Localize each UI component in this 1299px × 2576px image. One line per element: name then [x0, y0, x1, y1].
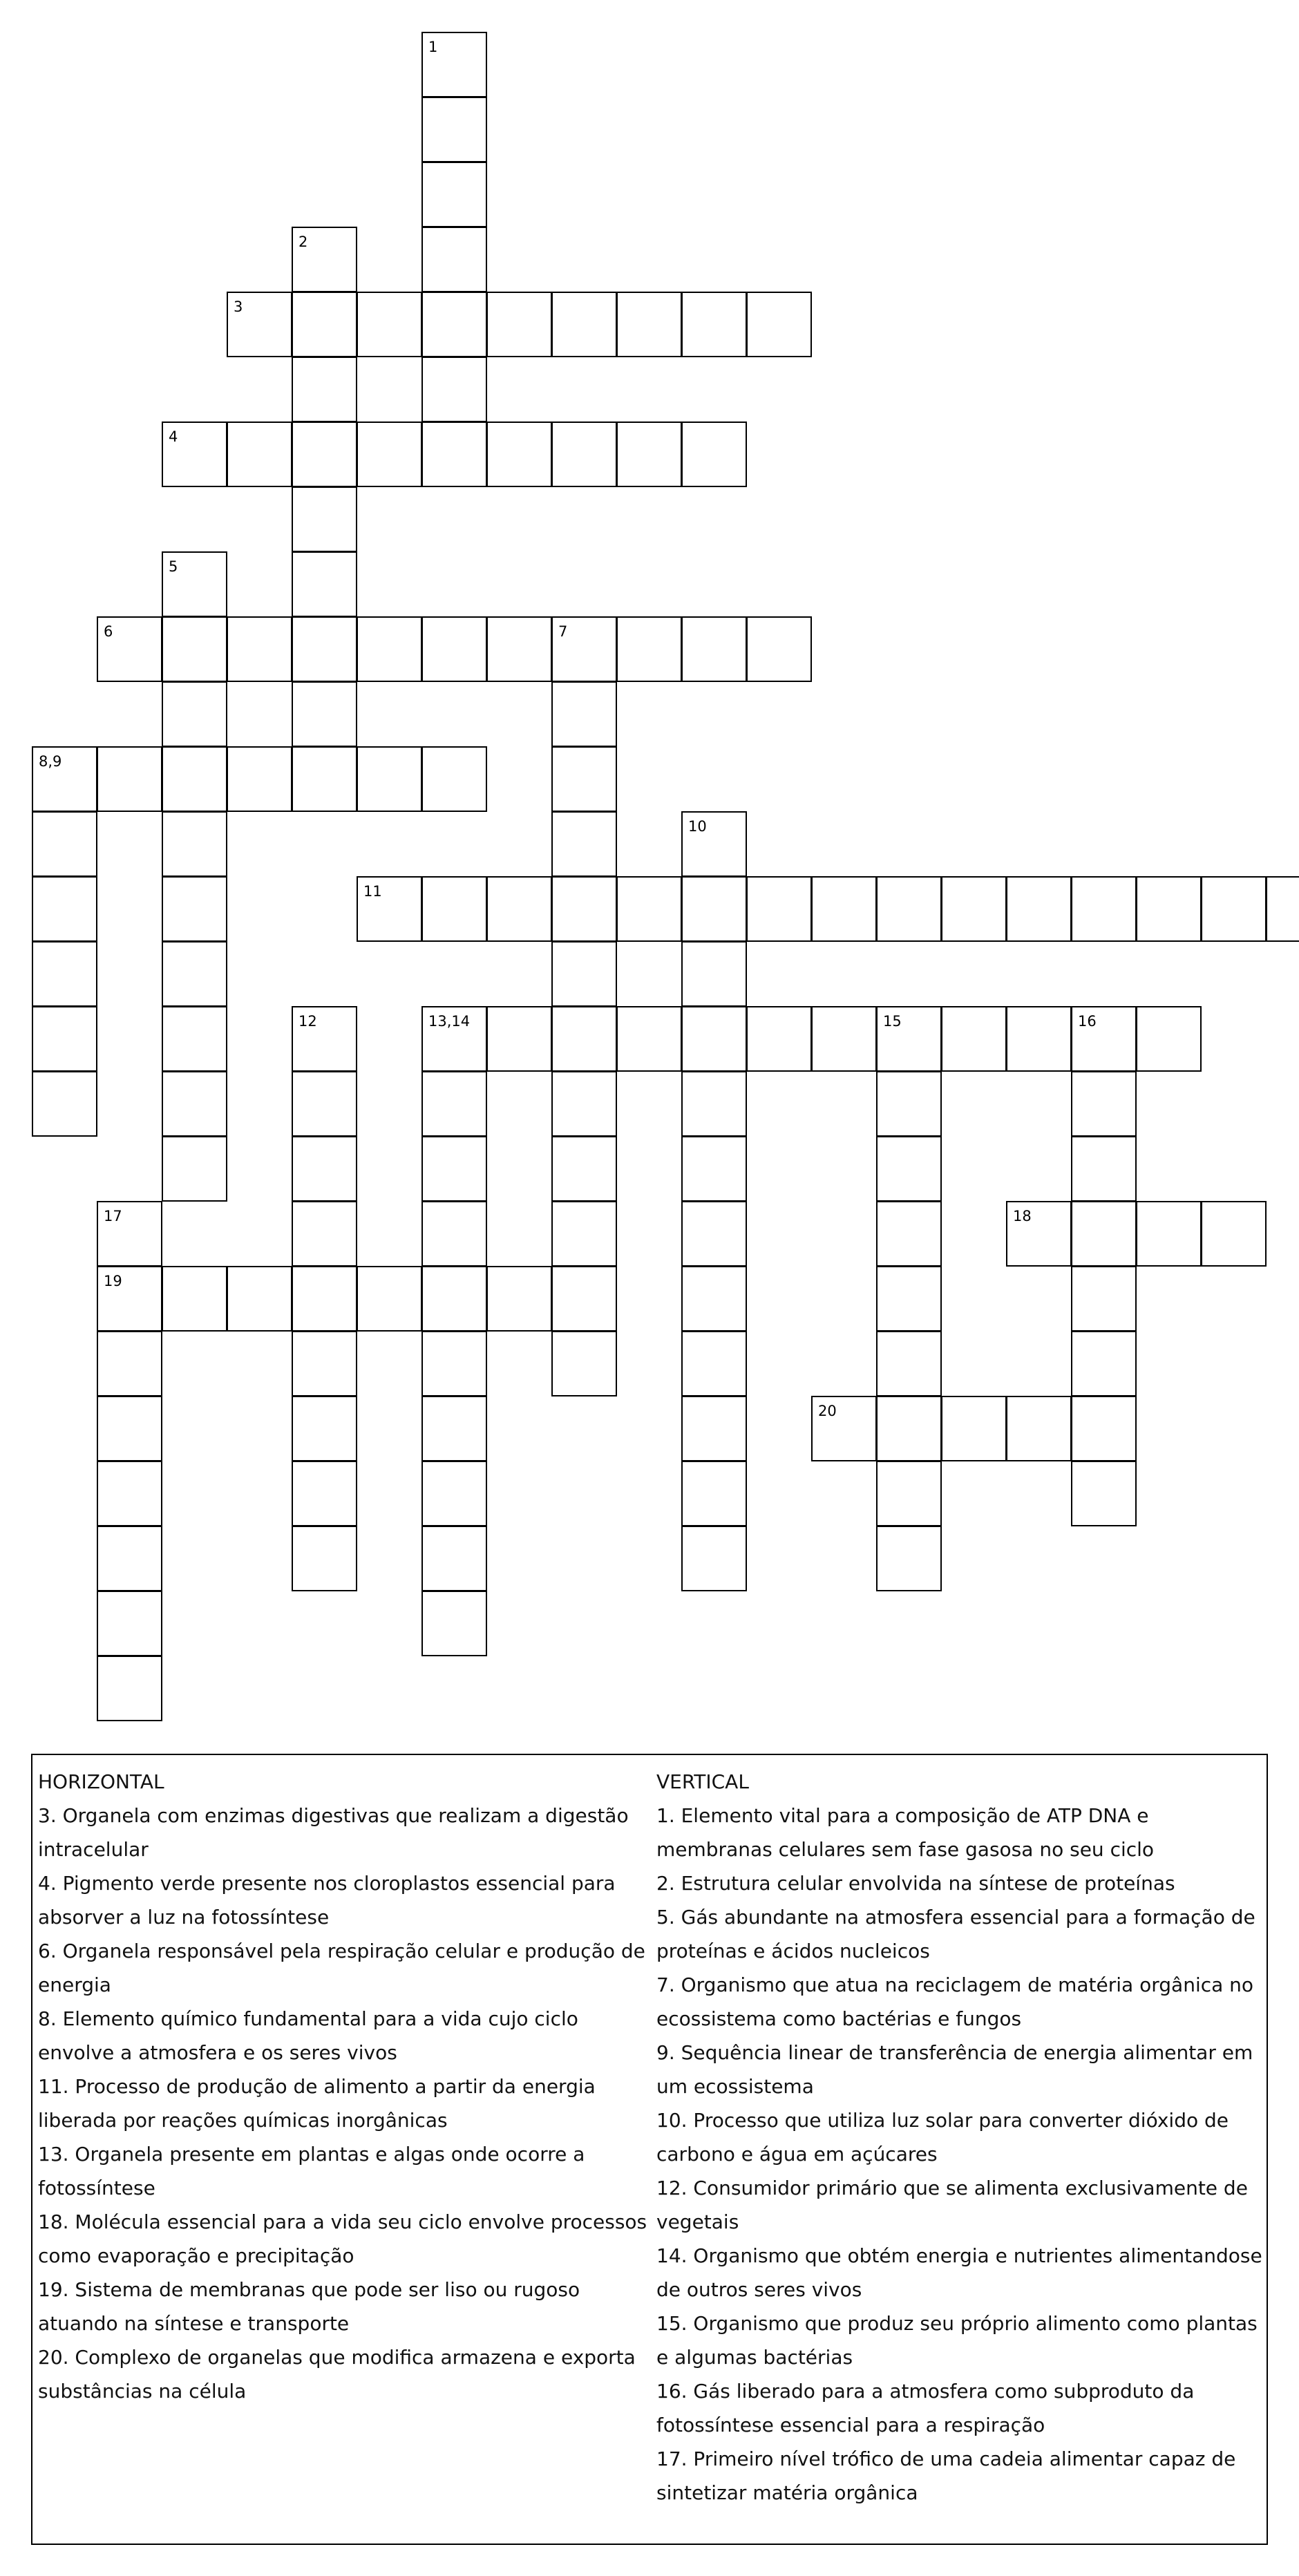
grid-cell[interactable] [551, 422, 617, 487]
clue-number: 1 [428, 39, 438, 55]
grid-cell[interactable] [746, 292, 812, 357]
clue-number: 5 [169, 558, 178, 575]
grid-cell[interactable] [876, 1266, 942, 1332]
grid-cell[interactable] [551, 1266, 617, 1332]
grid-cell[interactable] [1071, 1071, 1137, 1137]
grid-cell[interactable] [97, 1591, 162, 1656]
grid-cell[interactable] [292, 1266, 357, 1332]
grid-cell[interactable] [1071, 876, 1137, 942]
grid-cell[interactable] [551, 1071, 617, 1137]
grid-cell[interactable] [551, 1201, 617, 1267]
grid-cell[interactable] [486, 1266, 552, 1332]
grid-cell[interactable] [292, 357, 357, 422]
grid-cell[interactable] [1136, 1006, 1202, 1072]
grid-cell[interactable] [292, 1071, 357, 1137]
grid-cell[interactable] [421, 1136, 487, 1202]
clue-vertical-12: 12. Consumidor primário que se alimenta exclusivamente de vegetais [656, 2177, 1248, 2233]
grid-cell[interactable] [876, 1331, 942, 1396]
grid-cell[interactable] [486, 292, 552, 357]
grid-cell[interactable] [162, 941, 227, 1007]
grid-cell[interactable] [1201, 1201, 1267, 1267]
grid-cell[interactable] [292, 1461, 357, 1526]
grid-cell[interactable] [227, 422, 292, 487]
grid-cell[interactable] [486, 616, 552, 682]
grid-cell[interactable] [292, 422, 357, 487]
clue-vertical-10: 10. Processo que utiliza luz solar para converter dióxido de carbono e água em açúcares [656, 2109, 1229, 2166]
grid-cell[interactable] [1266, 876, 1299, 942]
grid-cell[interactable] [292, 1526, 357, 1591]
grid-cell[interactable] [681, 1006, 747, 1072]
grid-cell[interactable] [811, 1006, 877, 1072]
grid-cell[interactable] [681, 1526, 747, 1591]
grid-cell[interactable] [1071, 1136, 1137, 1202]
grid-cell[interactable] [486, 1006, 552, 1072]
grid-cell[interactable] [551, 746, 617, 812]
grid-cell[interactable] [421, 1201, 487, 1267]
grid-cell[interactable] [32, 876, 97, 942]
grid-cell[interactable] [1071, 1461, 1137, 1526]
grid-cell[interactable] [681, 616, 747, 682]
grid-cell[interactable] [681, 1266, 747, 1332]
grid-cell[interactable] [941, 876, 1007, 942]
grid-cell[interactable] [227, 616, 292, 682]
horizontal-clues [38, 1765, 656, 2408]
grid-cell[interactable] [421, 162, 487, 227]
clue-number: 4 [169, 428, 178, 445]
clue-horizontal-6: 6. Organela responsável pela respiração celular e produção de energia [38, 1940, 645, 1996]
clue-vertical-9: 9. Sequência linear de transferência de energia alimentar em um ecossistema [656, 2041, 1253, 2098]
grid-cell[interactable] [746, 616, 812, 682]
grid-cell[interactable] [941, 1006, 1007, 1072]
grid-cell[interactable] [1006, 1006, 1072, 1072]
grid-cell[interactable] [32, 1071, 97, 1137]
grid-cell[interactable] [421, 616, 487, 682]
clue-number: 13,14 [428, 1013, 471, 1030]
grid-cell[interactable] [421, 227, 487, 292]
clue-vertical-2: 2. Estrutura celular envolvida na síntese de proteínas [656, 1872, 1175, 1895]
clue-horizontal-4: 4. Pigmento verde presente nos cloroplastos essencial para absorver a luz na fotossíntese [38, 1872, 616, 1929]
grid-cell[interactable] [551, 1331, 617, 1396]
grid-cell[interactable] [616, 422, 682, 487]
grid-cell[interactable] [551, 941, 617, 1007]
grid-cell[interactable] [227, 1266, 292, 1332]
grid-cell[interactable] [876, 1136, 942, 1202]
grid-cell[interactable] [162, 811, 227, 877]
grid-cell[interactable] [421, 1266, 487, 1332]
grid-cell[interactable] [681, 876, 747, 942]
grid-cell[interactable] [1136, 1201, 1202, 1267]
grid-cell[interactable] [681, 941, 747, 1007]
grid-cell[interactable] [292, 551, 357, 617]
clue-vertical-16: 16. Gás liberado para a atmosfera como subproduto da fotossíntese essencial para a respiração [656, 2380, 1195, 2436]
clue-vertical-17: 17. Primeiro nível trófico de uma cadeia alimentar capaz de sintetizar matéria orgânica [656, 2447, 1236, 2504]
grid-cell[interactable] [746, 876, 812, 942]
clue-vertical-7: 7. Organismo que atua na reciclagem de matéria orgânica no ecossistema como bactérias e fungos [656, 1973, 1254, 2030]
grid-cell[interactable] [162, 681, 227, 747]
grid-cell[interactable] [421, 357, 487, 422]
grid-cell[interactable] [746, 1006, 812, 1072]
grid-cell[interactable] [97, 746, 162, 812]
clue-number: 19 [104, 1273, 122, 1289]
grid-cell[interactable] [551, 681, 617, 747]
grid-cell[interactable] [97, 1461, 162, 1526]
clue-number: 16 [1078, 1013, 1097, 1030]
clue-number: 11 [363, 883, 382, 900]
grid-cell[interactable] [32, 811, 97, 877]
grid-cell[interactable] [876, 876, 942, 942]
grid-cell[interactable] [162, 616, 227, 682]
grid-cell[interactable] [292, 1136, 357, 1202]
grid-cell[interactable] [811, 876, 877, 942]
grid-cell[interactable] [32, 1006, 97, 1072]
grid-cell[interactable] [421, 97, 487, 162]
grid-cell[interactable] [97, 1331, 162, 1396]
grid-cell[interactable] [486, 422, 552, 487]
grid-cell[interactable] [941, 1396, 1007, 1461]
grid-cell[interactable] [551, 292, 617, 357]
clue-vertical-15: 15. Organismo que produz seu próprio alimento como plantas e algumas bactérias [656, 2312, 1258, 2369]
clue-horizontal-13: 13. Organela presente em plantas e algas onde ocorre a fotossíntese [38, 2143, 585, 2199]
grid-cell[interactable] [162, 1071, 227, 1137]
grid-cell[interactable] [681, 1396, 747, 1461]
grid-cell[interactable] [1006, 876, 1072, 942]
grid-cell[interactable] [1201, 876, 1267, 942]
clue-number: 15 [883, 1013, 902, 1030]
clue-horizontal-11: 11. Processo de produção de alimento a partir da energia liberada por reações químicas inorgânicas [38, 2075, 596, 2132]
grid-cell[interactable] [421, 1331, 487, 1396]
grid-cell[interactable] [292, 1201, 357, 1267]
grid-cell[interactable] [292, 1396, 357, 1461]
grid-cell[interactable] [876, 1461, 942, 1526]
clue-vertical-1: 1. Elemento vital para a composição de ATP DNA e membranas celulares sem fase gasosa no seu ciclo [656, 1804, 1155, 1861]
grid-cell[interactable] [421, 1461, 487, 1526]
grid-cell[interactable] [1071, 1396, 1137, 1461]
grid-cell[interactable] [162, 1266, 227, 1332]
vertical-title: VERTICAL [656, 1770, 749, 1793]
grid-cell[interactable] [421, 1591, 487, 1656]
grid-cell[interactable] [551, 876, 617, 942]
vertical-clues [656, 1765, 1264, 2510]
clue-horizontal-19: 19. Sistema de membranas que pode ser liso ou rugoso atuando na síntese e transporte [38, 2278, 580, 2335]
horizontal-title: HORIZONTAL [38, 1770, 164, 1793]
grid-cell[interactable] [486, 876, 552, 942]
grid-cell[interactable] [357, 422, 422, 487]
grid-cell[interactable] [1071, 1331, 1137, 1396]
grid-cell[interactable] [1006, 1396, 1072, 1461]
grid-cell[interactable] [616, 616, 682, 682]
grid-cell[interactable] [551, 811, 617, 877]
grid-cell[interactable] [681, 292, 747, 357]
grid-cell[interactable] [681, 1331, 747, 1396]
grid-cell[interactable] [421, 292, 487, 357]
grid-cell[interactable] [97, 1396, 162, 1461]
grid-cell[interactable] [1071, 1266, 1137, 1332]
clue-horizontal-3: 3. Organela com enzimas digestivas que realizam a digestão intracelular [38, 1804, 629, 1861]
grid-cell[interactable] [162, 876, 227, 942]
grid-cell[interactable] [292, 681, 357, 747]
grid-cell[interactable] [227, 746, 292, 812]
grid-cell[interactable] [292, 616, 357, 682]
grid-cell[interactable] [876, 1396, 942, 1461]
grid-cell[interactable] [681, 1136, 747, 1202]
grid-cell[interactable] [1071, 1201, 1137, 1267]
clue-vertical-5: 5. Gás abundante na atmosfera essencial para a formação de proteínas e ácidos nucleicos [656, 1906, 1255, 1962]
clue-number: 17 [104, 1208, 122, 1224]
grid-cell[interactable] [97, 1526, 162, 1591]
clue-vertical-14: 14. Organismo que obtém energia e nutrientes alimentandose de outros seres vivos [656, 2244, 1262, 2301]
grid-cell[interactable] [292, 292, 357, 357]
grid-cell[interactable] [681, 1461, 747, 1526]
grid-cell[interactable] [421, 422, 487, 487]
grid-cell[interactable] [292, 486, 357, 552]
grid-cell[interactable] [616, 876, 682, 942]
grid-cell[interactable] [292, 746, 357, 812]
clue-horizontal-20: 20. Complexo de organelas que modifica armazena e exporta substâncias na célula [38, 2346, 636, 2403]
grid-cell[interactable] [616, 1006, 682, 1072]
clue-number: 18 [1013, 1208, 1032, 1224]
clue-number: 6 [104, 623, 113, 640]
grid-cell[interactable] [876, 1201, 942, 1267]
clue-horizontal-8: 8. Elemento químico fundamental para a vida cujo ciclo envolve a atmosfera e os seres vivos [38, 2007, 578, 2064]
clue-number: 2 [298, 234, 308, 250]
grid-cell[interactable] [421, 1396, 487, 1461]
clue-number: 10 [688, 818, 707, 835]
grid-cell[interactable] [1136, 876, 1202, 942]
grid-cell[interactable] [357, 1266, 422, 1332]
grid-cell[interactable] [551, 1136, 617, 1202]
grid-cell[interactable] [32, 941, 97, 1007]
grid-cell[interactable] [421, 1526, 487, 1591]
grid-cell[interactable] [681, 1201, 747, 1267]
clue-horizontal-18: 18. Molécula essencial para a vida seu ciclo envolve processos como evaporação e precipitação [38, 2210, 647, 2267]
grid-cell[interactable] [616, 292, 682, 357]
grid-cell[interactable] [292, 1331, 357, 1396]
grid-cell[interactable] [551, 1006, 617, 1072]
clue-number: 12 [298, 1013, 317, 1030]
grid-cell[interactable] [357, 292, 422, 357]
grid-cell[interactable] [421, 746, 487, 812]
grid-cell[interactable] [162, 746, 227, 812]
grid-cell[interactable] [97, 1656, 162, 1721]
clues-box [31, 1754, 1268, 2545]
grid-cell[interactable] [876, 1071, 942, 1137]
clue-number: 3 [234, 299, 243, 315]
grid-cell[interactable] [421, 876, 487, 942]
grid-cell[interactable] [162, 1006, 227, 1072]
grid-cell[interactable] [681, 422, 747, 487]
grid-cell[interactable] [162, 1136, 227, 1202]
grid-cell[interactable] [421, 1071, 487, 1137]
grid-cell[interactable] [357, 616, 422, 682]
clue-number: 8,9 [39, 753, 62, 770]
clue-number: 7 [558, 623, 568, 640]
grid-cell[interactable] [357, 746, 422, 812]
grid-cell[interactable] [876, 1526, 942, 1591]
clue-number: 20 [818, 1403, 837, 1419]
grid-cell[interactable] [681, 1071, 747, 1137]
